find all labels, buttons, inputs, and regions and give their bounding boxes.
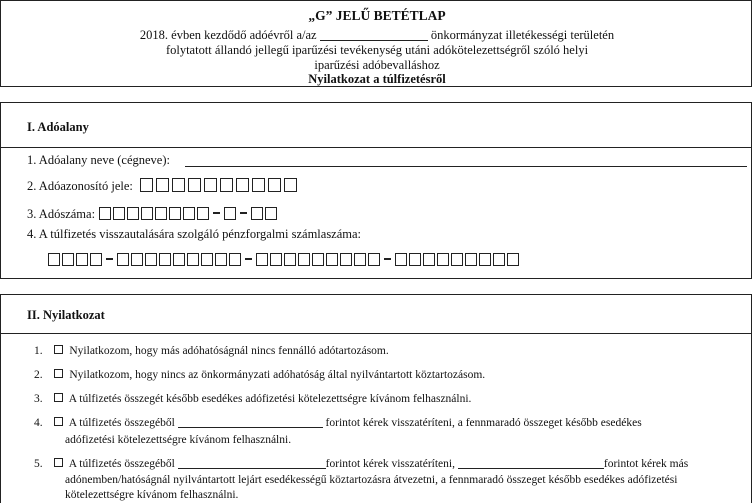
statement-1-number: 1.	[34, 345, 43, 357]
bank-account-label: 4. A túlfizetés visszautalására szolgáló pénzforgalmi számlaszáma:	[27, 227, 362, 241]
statement-1-text: Nyilatkozom, hogy más adóhatóságnál nincs fennálló adótartozásom.	[69, 345, 389, 357]
statement-5-text-d: adónemben/hatóságnál nyilvántartott lejárt esedékességű köztartozásra átvezetni, a fennmaradó összeget később esedékes adófizetési	[65, 474, 678, 486]
statement-2-text: Nyilatkozom, hogy nincs az önkormányzati adóhatóság által nyilvántartott köztartozásom.	[69, 369, 486, 381]
statement-4-text-c: adófizetési kötelezettségre kívánom felhasználni.	[65, 434, 292, 446]
tax-id-label: 2. Adóazonosító jele:	[27, 179, 133, 193]
statement-5-text-b: forintot kérek visszatéríteni,	[325, 458, 455, 470]
tax-number-boxes[interactable]	[99, 207, 279, 221]
taxpayer-name-row	[27, 153, 170, 168]
form-title: „G” JELŰ BETÉTLAP	[308, 8, 446, 23]
header-line-3: iparűzési adóbevalláshoz	[314, 58, 440, 72]
bank-account-boxes[interactable]	[48, 251, 521, 269]
statement-4	[34, 417, 642, 429]
section-1-box	[0, 102, 752, 279]
statement-3	[34, 393, 471, 405]
header-box	[0, 0, 752, 87]
statement-3-text: A túlfizetés összegét később esedékes adófizetési kötelezettségre kívánom felhasználni.	[68, 393, 472, 405]
statement-5-number: 5.	[34, 458, 43, 470]
statement-3-checkbox[interactable]	[54, 393, 63, 402]
section-2-divider	[1, 333, 751, 334]
municipality-field[interactable]	[320, 40, 428, 41]
statement-5	[34, 458, 688, 470]
section-2-title: II. Nyilatkozat	[27, 308, 105, 322]
statement-5-text-a: A túlfizetés összegéből	[68, 458, 175, 470]
header-line-1	[1, 28, 752, 43]
taxpayer-name-field[interactable]	[185, 166, 747, 167]
tax-id-boxes[interactable]	[140, 179, 300, 193]
section-1-divider	[1, 147, 751, 148]
statement-5-transfer-amount-field[interactable]	[458, 468, 604, 469]
statement-4-checkbox[interactable]	[54, 417, 63, 426]
statement-2	[34, 369, 485, 381]
statement-5-text-e: kötelezettségre kívánom felhasználni.	[65, 489, 239, 501]
header-line-2: folytatott állandó jellegű iparűzési tevékenység utáni adókötelezettségről szóló helyi	[165, 43, 589, 57]
section-2-box	[0, 294, 752, 503]
tax-id-row	[27, 178, 300, 194]
statement-4-text-a: A túlfizetés összegéből	[68, 417, 175, 429]
taxpayer-name-label: 1. Adóalany neve (cégneve):	[27, 153, 170, 167]
statement-5-refund-amount-field[interactable]	[178, 468, 326, 469]
tax-number-label: 3. Adószáma:	[27, 207, 96, 221]
statement-1	[34, 345, 389, 357]
statement-4-refund-amount-field[interactable]	[178, 427, 323, 428]
header-line-1b: önkormányzat illetékességi területén	[430, 28, 615, 42]
form-subtitle: Nyilatkozat a túlfizetésről	[308, 72, 446, 86]
statement-2-number: 2.	[34, 369, 43, 381]
statement-1-checkbox[interactable]	[54, 345, 63, 354]
statement-2-checkbox[interactable]	[54, 369, 63, 378]
statement-5-checkbox[interactable]	[54, 458, 63, 467]
statement-4-text-b: forintot kérek visszatéríteni, a fennmaradó összeget később esedékes	[325, 417, 642, 429]
statement-3-number: 3.	[34, 393, 43, 405]
header-line-1a: 2018. évben kezdődő adóévről a/az	[139, 28, 317, 42]
section-1-title: I. Adóalany	[27, 120, 89, 134]
statement-4-number: 4.	[34, 417, 43, 429]
tax-number-row	[27, 207, 279, 222]
statement-5-text-c: forintot kérek más	[603, 458, 689, 470]
